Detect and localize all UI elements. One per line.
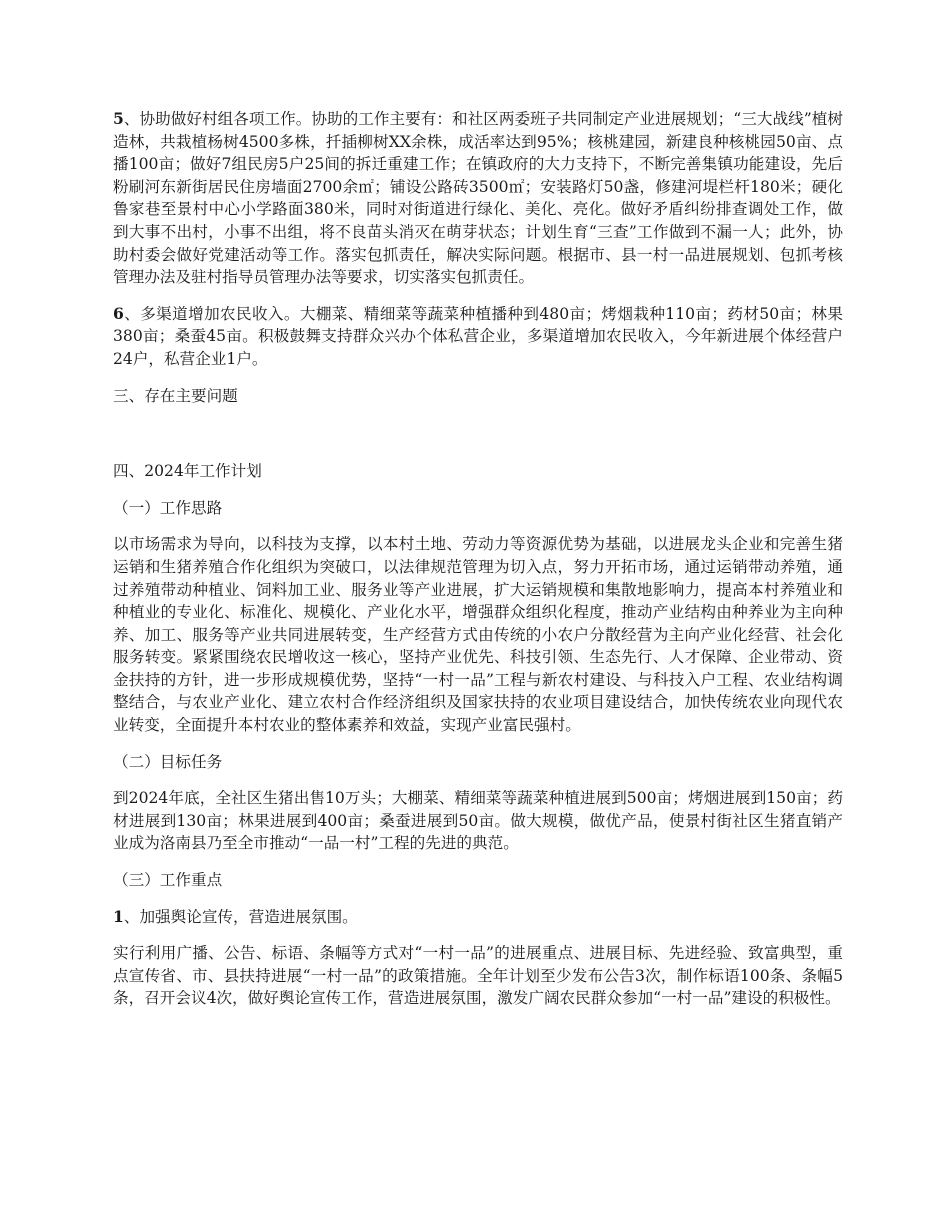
paragraph-item-1 — [113, 906, 843, 929]
subheading-goals: （二）目标任务 — [113, 752, 223, 771]
paragraph-goals: 到2024年底，全社区生猪出售10万头；大棚菜、精细菜等蔬菜种植进展到500亩；烤烟进展到150亩；药材进展到130亩；林果进展到400亩；桑蚕进展到50亩。做大规模，做优产品，使景村街社区生猪直销产业成为洛南县乃至全市推动“一品一村”工程的先进的典范。 — [113, 789, 843, 853]
section-heading-work-plan: 四、2024年工作计划 — [113, 462, 262, 481]
paragraph-publicity: 实行利用广播、公告、标语、条幅等方式对“一村一品”的进展重点、进展目标、先进经验、致富典型，重点宣传省、市、县扶持进展“一村一品”的政策措施。全年计划至少发布公告3次，制作标语100条、条幅5条，召开会议4次，做好舆论宣传工作，营造进展氛围，激发广阔农民群众参加“一村一品”建设的积极性。 — [113, 944, 843, 1008]
item-number: 6 — [113, 303, 124, 323]
item-number: 1 — [113, 906, 124, 926]
subheading-work-ideas: （一）工作思路 — [113, 498, 223, 517]
paragraph-text: 、加强舆论宣传，营造进展氛围。 — [123, 907, 358, 926]
paragraph-item-5 — [113, 108, 843, 289]
paragraph-work-ideas: 以市场需求为导向，以科技为支撑，以本村土地、劳动力等资源优势为基础，以进展龙头企业和完善生猪运销和生猪养殖合作化组织为突破口，以法律规范管理为切入点，努力开拓市场，通过运销带动养殖，通过养殖带动种植业、饲料加工业、服务业等产业进展，扩大运销规模和集散地影响力，提高本村养殖业和种植业的专业化、标准化、规模化、产业化水平，增强群众组织化程度，推动产业结构由种养业为主向种养、加工、服务等产业共同进展转变，生产经营方式由传统的小农户分散经营为主向产业化经营、社会化服务转变。紧紧围绕农民增收这一核心，坚持产业优先、科技引领、生态先行、人才保障、企业带动、资金扶持的方针，进一步形成规模优势，坚持“一村一品”工程与新农村建设、与科技入户工程、农业结构调整结合，与农业产业化、建立农村合作经济组织及国家扶持的农业项目建设结合，加快传统农业向现代农业转变，全面提升本村农业的整体素养和效益，实现产业富民强村。 — [113, 535, 843, 735]
paragraph-text: 、协助做好村组各项工作。协助的工作主要有：和社区两委班子共同制定产业进展规划；“三大战线”植树造林，共栽植杨树4500多株，扦插柳树XX余株，成活率达到95%；核桃建园，新建良种核桃园50亩、点播100亩；做好7组民房5户25间的拆迁重建工作；在镇政府的大力支持下，不断完善集镇功能建设，先后粉刷河东新街居民住房墙面2700余㎡；铺设公路砖3500㎡；安装路灯50盏，修建河堤栏杆180米；硬化鲁家巷至景村中心小学路面380米，同时对街道进行绿化、美化、亮化。做好矛盾纠纷排查调处工作，做到大事不出村，小事不出组，将不良苗头消灭在萌芽状态；计划生育“三查”工作做到不漏一人；此外，协助村委会做好党建活动等工作。落实包抓责任，解决实际问题。根据市、县一村一品进展规划、包抓考核管理办法及驻村指导员管理办法等要求，切实落实包抓责任。 — [113, 110, 843, 287]
paragraph-item-6 — [113, 303, 843, 371]
blank-spacer — [113, 421, 843, 460]
document-body — [113, 108, 843, 1024]
item-number: 5 — [113, 109, 124, 128]
paragraph-text: 、多渠道增加农民收入。大棚菜、精细菜等蔬菜种植播种到480亩；烤烟栽种110亩；药材50亩；林果380亩；桑蚕45亩。积极鼓舞支持群众兴办个体私营企业，多渠道增加农民收入，今年新进展个体经营户24户，私营企业1户。 — [113, 304, 843, 368]
section-heading-problems: 三、存在主要问题 — [113, 386, 238, 405]
subheading-key-work: （三）工作重点 — [113, 871, 223, 890]
